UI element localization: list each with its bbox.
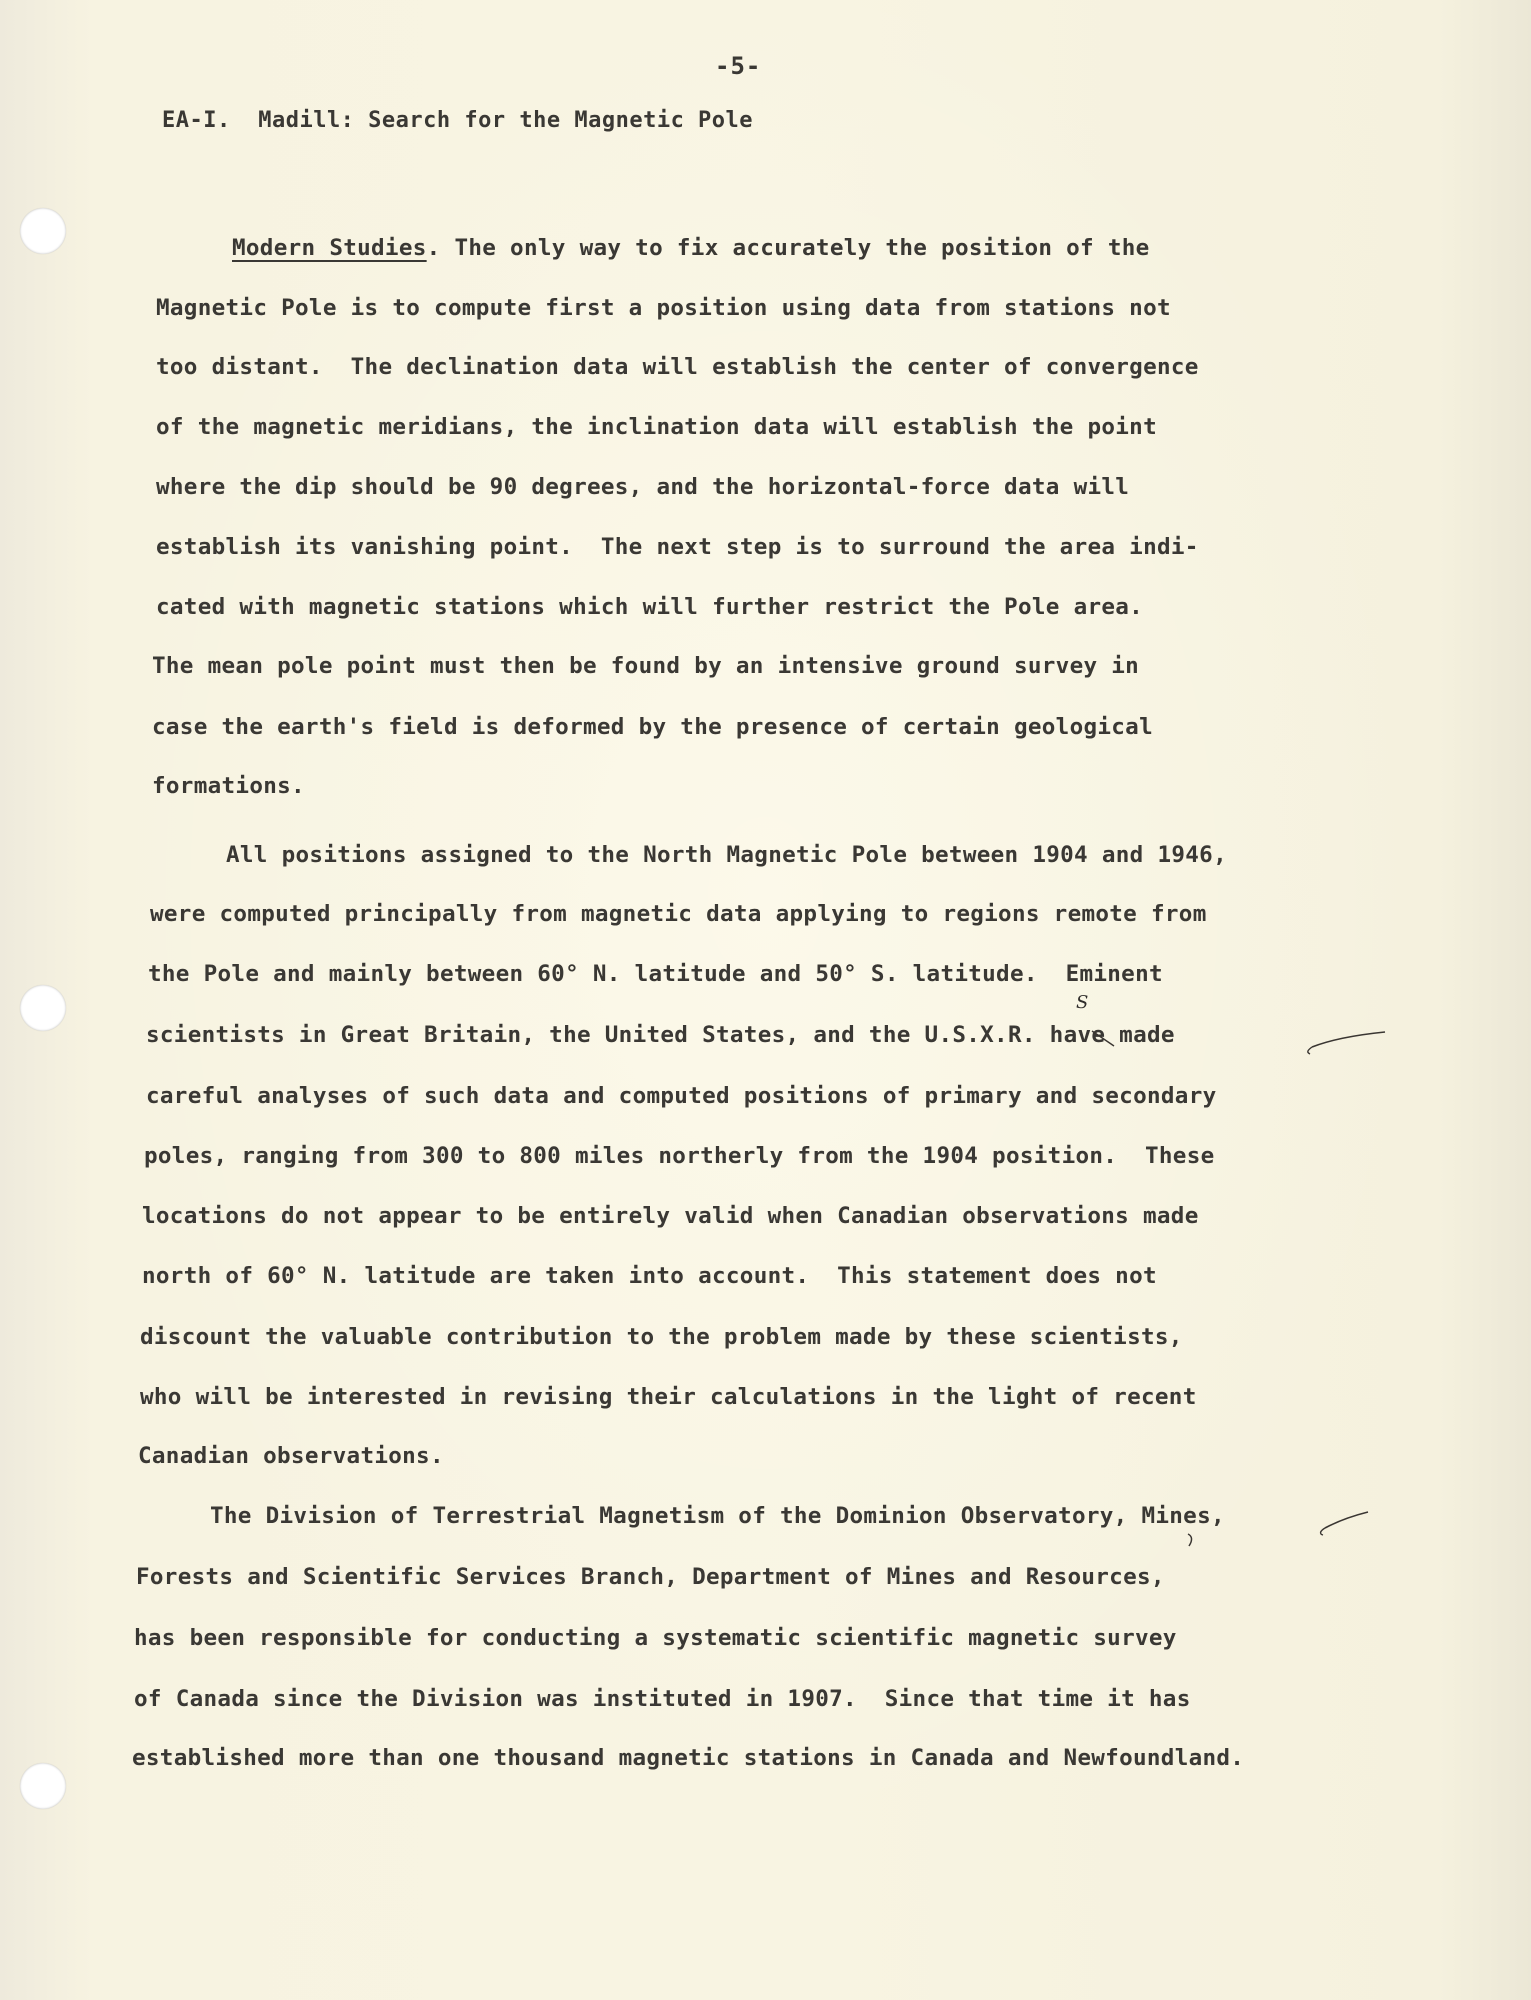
document-heading: EA-I. Madill: Search for the Magnetic Pole	[162, 108, 754, 133]
text-line: establish its vanishing point. The next step is to surround the area indi-	[156, 534, 1199, 560]
text-line: the Pole and mainly between 60° N. latitude and 50° S. latitude. Eminent	[148, 961, 1163, 987]
punch-hole	[20, 985, 66, 1031]
handwritten-comma	[1188, 1534, 1192, 1546]
text-line: The mean pole point must then be found by an intensive ground survey in	[152, 653, 1140, 679]
text-line: discount the valuable contribution to the problem made by these scientists,	[140, 1324, 1183, 1350]
text-line: too distant. The declination data will establish the center of convergence	[156, 354, 1199, 380]
text-line: case the earth's field is deformed by the presence of certain geological	[152, 714, 1153, 740]
text-line: poles, ranging from 300 to 800 miles northerly from the 1904 position. These	[144, 1143, 1215, 1169]
margin-check-mark	[1312, 1032, 1385, 1047]
text-line: were computed principally from magnetic data applying to regions remote from	[150, 901, 1207, 927]
punch-hole	[20, 1763, 66, 1809]
text-line: who will be interested in revising their calculations in the light of recent	[140, 1384, 1197, 1410]
text-line: Magnetic Pole is to compute first a position using data from stations not	[156, 295, 1171, 321]
text-line: where the dip should be 90 degrees, and the horizontal-force data will	[156, 474, 1130, 500]
text-line	[232, 237, 1150, 260]
text-line: established more than one thousand magnetic stations in Canada and Newfoundland.	[132, 1745, 1245, 1771]
text-line: locations do not appear to be entirely valid when Canadian observations made	[142, 1203, 1199, 1229]
text-line: Forests and Scientific Services Branch, Department of Mines and Resources,	[136, 1564, 1165, 1590]
handwritten-correction-letter: S	[1076, 992, 1089, 1013]
text-line-content: . The only way to fix accurately the position of the	[426, 235, 1150, 261]
text-line: scientists in Great Britain, the United States, and the U.S.X.R. have made	[146, 1022, 1175, 1048]
margin-check-mark-hook	[1321, 1528, 1325, 1535]
section-title: Modern Studies	[232, 235, 427, 261]
text-line: of the magnetic meridians, the inclination data will establish the point	[156, 414, 1157, 440]
text-line: north of 60° N. latitude are taken into account. This statement does not	[142, 1263, 1157, 1289]
text-line: Canadian observations.	[138, 1443, 444, 1469]
text-line: has been responsible for conducting a systematic scientific magnetic survey	[134, 1625, 1177, 1651]
text-line: formations.	[152, 773, 305, 799]
margin-check-mark	[1325, 1512, 1368, 1528]
text-line: cated with magnetic stations which will further restrict the Pole area.	[156, 594, 1144, 620]
text-line: The Division of Terrestrial Magnetism of the Dominion Observatory, Mines,	[210, 1503, 1225, 1529]
page-number: -5-	[715, 52, 762, 80]
text-line: of Canada since the Division was instituted in 1907. Since that time it has	[134, 1686, 1191, 1712]
text-line: All positions assigned to the North Magnetic Pole between 1904 and 1946,	[226, 842, 1227, 868]
margin-check-mark-hook	[1308, 1047, 1312, 1054]
punch-hole	[20, 208, 66, 254]
text-line: careful analyses of such data and computed positions of primary and secondary	[146, 1083, 1217, 1109]
